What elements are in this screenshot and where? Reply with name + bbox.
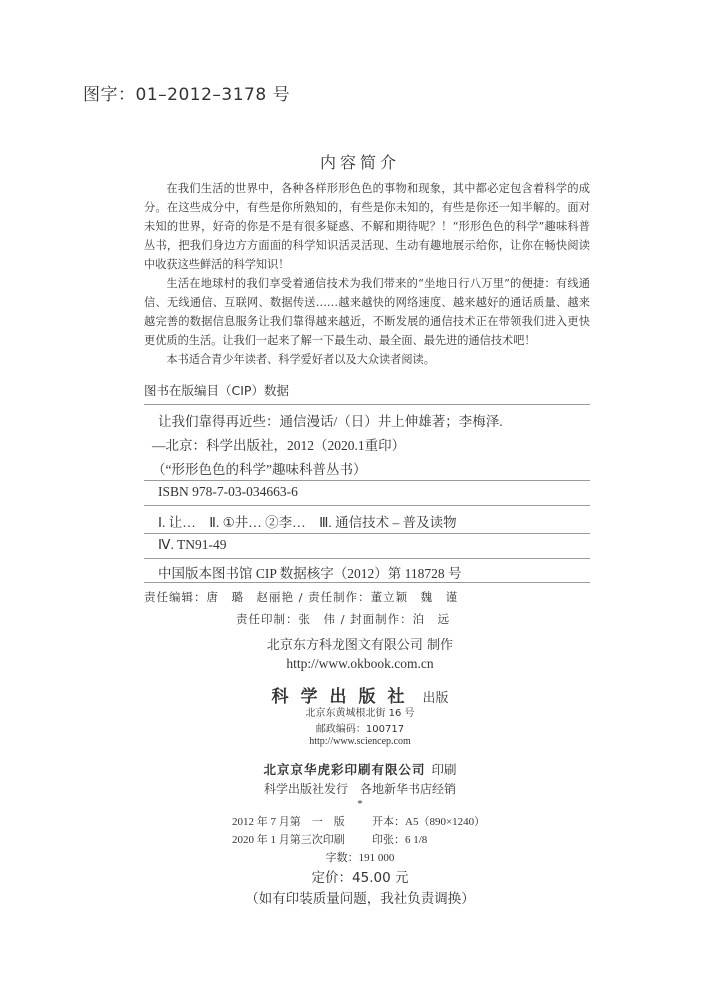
intro-title: 内容简介	[319, 153, 400, 172]
quality-notice: （如有印装质量问题，我社负责调换）	[245, 891, 475, 907]
editor-credits: 责任编辑：唐 璐 赵丽艳 / 责任制作：董立颖 魏 谨	[144, 590, 459, 604]
publisher-name: 科学出版社	[271, 687, 417, 707]
word-count: 字数：191 000	[325, 852, 395, 864]
printer-block	[0, 759, 720, 778]
divider	[144, 558, 590, 559]
cip-classification: Ⅰ. 让… Ⅱ. ①井… ②李… Ⅲ. 通信技术 – 普及读物	[158, 515, 457, 530]
publisher-suffix: 出版	[422, 691, 449, 706]
producer: 北京东方科龙图文有限公司 制作	[266, 638, 454, 653]
intro-paragraph: 本书适合青少年读者、科学爱好者以及大众读者阅读。	[166, 353, 435, 366]
cip-verification: 中国版本图书馆 CIP 数据核字（2012）第 118728 号	[158, 566, 462, 581]
publisher-url: http://www.sciencep.com	[309, 736, 411, 747]
producer-website: http://www.okbook.com.cn	[286, 656, 434, 671]
divider	[144, 404, 590, 405]
separator-star: *	[357, 798, 363, 810]
publisher-address: 北京东黄城根北街 16 号	[305, 708, 415, 719]
intro-body	[144, 179, 590, 369]
distribution: 科学出版社发行 各地新华书店经销	[263, 782, 456, 796]
divider	[144, 480, 590, 481]
cip-class-code: Ⅳ. TN91-49	[158, 537, 227, 552]
divider	[144, 505, 590, 506]
cip-heading: 图书在版编目（CIP）数据	[144, 383, 289, 398]
sheets-info: 印张：6 1/8	[372, 834, 428, 846]
divider	[144, 582, 590, 583]
cip-isbn: ISBN 978-7-03-034663-6	[158, 484, 298, 499]
cip-title-line: 让我们靠得再近些：通信漫话/（日）井上伸雄著；李梅泽.	[158, 414, 503, 429]
registration-number: 图字：01–2012–3178 号	[83, 85, 291, 105]
intro-paragraph: 在我们生活的世界中，各种各样形形色色的事物和现象，其中都必定包含着科学的成分。在这些成分中，有些是你所熟知的，有些是你未知的，有些是你还一知半解的。面对未知的世界，好奇的你是不是有很多疑惑、不解和期待呢？！“形形色色的科学”趣味科普丛书，把我们身边方方面面的科学知识活灵活现、生动有趣地展示给你，让你在畅快阅读中收获这些鲜活的科学知识！	[144, 182, 590, 271]
cip-series-line: （“形形色色的科学”趣味科普丛书）	[152, 462, 367, 477]
cip-publisher-line: —北京：科学出版社，2012（2020.1重印）	[152, 438, 406, 453]
price: 定价：45.00 元	[311, 870, 409, 886]
publisher-postcode: 邮政编码：100717	[315, 724, 405, 735]
production-credits: 责任印制：张 伟 / 封面制作：泊 远	[236, 612, 451, 626]
edition-info: 2012 年 7 月第 一 版	[232, 816, 345, 828]
printer-name: 北京京华虎彩印刷有限公司	[263, 762, 426, 777]
format-info: 开本：A5（890×1240）	[372, 816, 486, 828]
printer-suffix: 印刷	[431, 762, 457, 777]
divider	[144, 533, 590, 534]
intro-paragraph: 生活在地球村的我们享受着通信技术为我们带来的“坐地日行八万里”的便捷：有线通信、无线通信、互联网、数据传送……越来越快的网络速度、越来越好的通话质量、越来越完善的数据信息服务让我们靠得越来越近，不断发展的通信技术正在带领我们进入更快更优质的生活。让我们一起来了解一下最生动、最全面、最先进的通信技术吧！	[144, 277, 590, 347]
reprint-info: 2020 年 1 月第三次印刷	[232, 834, 345, 846]
